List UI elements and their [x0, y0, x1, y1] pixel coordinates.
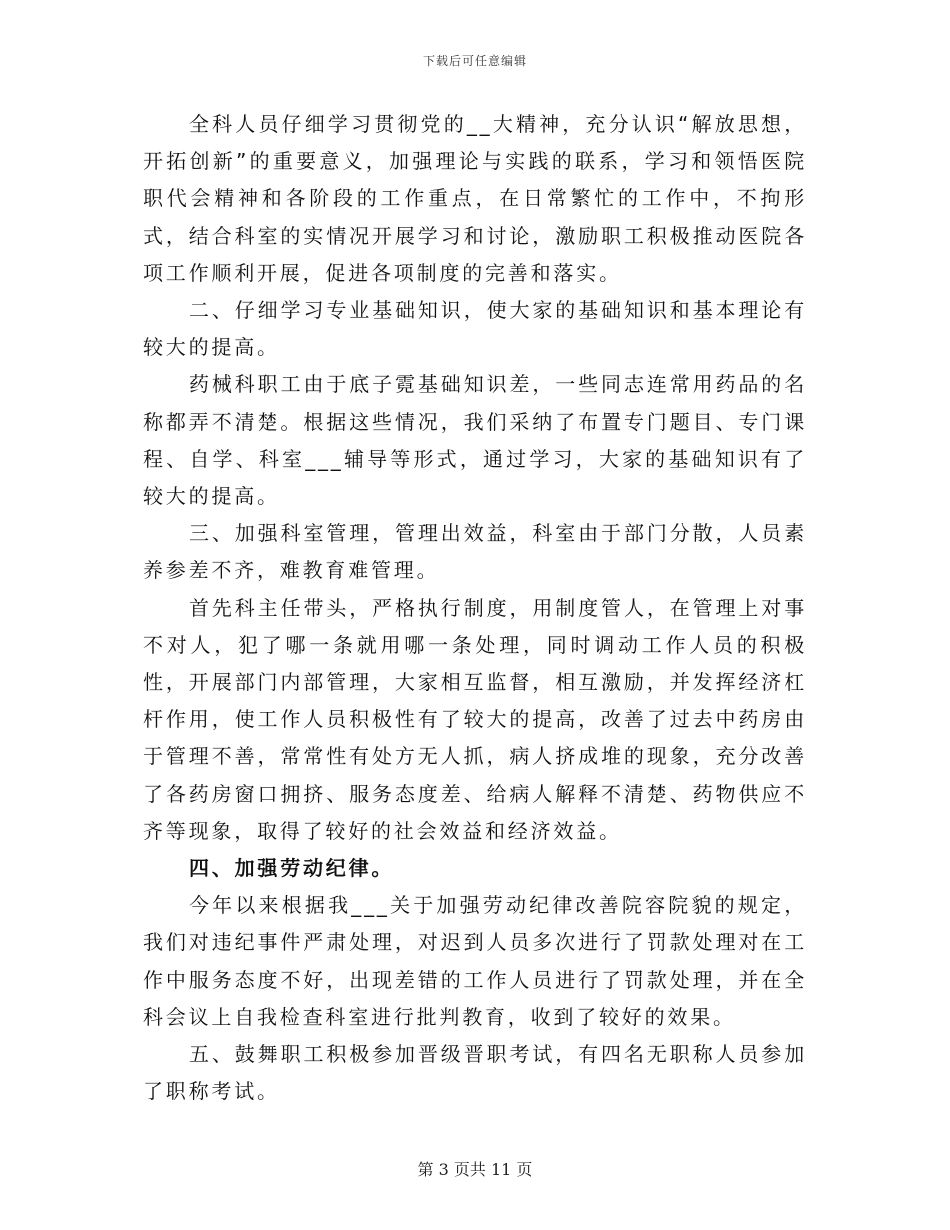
paragraph-section-3-heading: 三、加强科室管理，管理出效益，科室由于部门分散，人员素养参差不齐，难教育难管理。 [143, 521, 807, 583]
paragraph-section-4-heading: 四、加强劳动纪律。 [189, 856, 395, 881]
paragraph-study-spirit: 全科人员仔细学习贯彻党的__大精神，充分认识“解放思想，开拓创新”的重要意义，加强理论与实践的联系，学习和领悟医院职代会精神和各阶段的工作重点，在日常繁忙的工作中，不拘形式，结合科室的实情况开展学习和讨论，激励职工积极推动医院各项工作顺利开展，促进各项制度的完善和落实。 [143, 112, 807, 285]
paragraph-labor-discipline: 今年以来根据我___关于加强劳动纪律改善院容院貌的规定，我们对违纪事件严肃处理，对迟到人员多次进行了罚款处理对在工作中服务态度不好，出现差错的工作人员进行了罚款处理，并在全科会议上自我检查科室进行批判教育，收到了较好的效果。 [143, 893, 807, 1029]
page-number: 第 3 页共 11 页 [417, 1160, 533, 1179]
paragraph-section-5-heading: 五、鼓舞职工积极参加晋级晋职考试，有四名无职称人员参加了职称考试。 [143, 1042, 807, 1104]
paragraph-basic-knowledge: 药械科职工由于底子霓基础知识差，一些同志连常用药品的名称都弄不清楚。根据这些情况，我们采纳了布置专门题目、专门课程、自学、科室___辅导等形式，通过学习，大家的基础知识有了较大的提高。 [143, 372, 807, 509]
paragraph-management: 首先科主任带头，严格执行制度，用制度管人，在管理上对事不对人，犯了哪一条就用哪一条处理，同时调动工作人员的积极性，开展部门内部管理，大家相互监督，相互激励，并发挥经济杠杆作用，使工作人员积极性有了较大的提高，改善了过去中药房由于管理不善，常常性有处方无人抓，病人挤成堆的现象，充分改善了各药房窗口拥挤、服务态度差、给病人解释不清楚、药物供应不齐等现象，取得了较好的社会效益和经济效益。 [143, 595, 807, 843]
paragraph-section-2-heading: 二、仔细学习专业基础知识，使大家的基础知识和基本理论有较大的提高。 [143, 298, 807, 360]
document-body [143, 106, 807, 1110]
page-header: 下载后可任意编辑 [422, 54, 527, 68]
